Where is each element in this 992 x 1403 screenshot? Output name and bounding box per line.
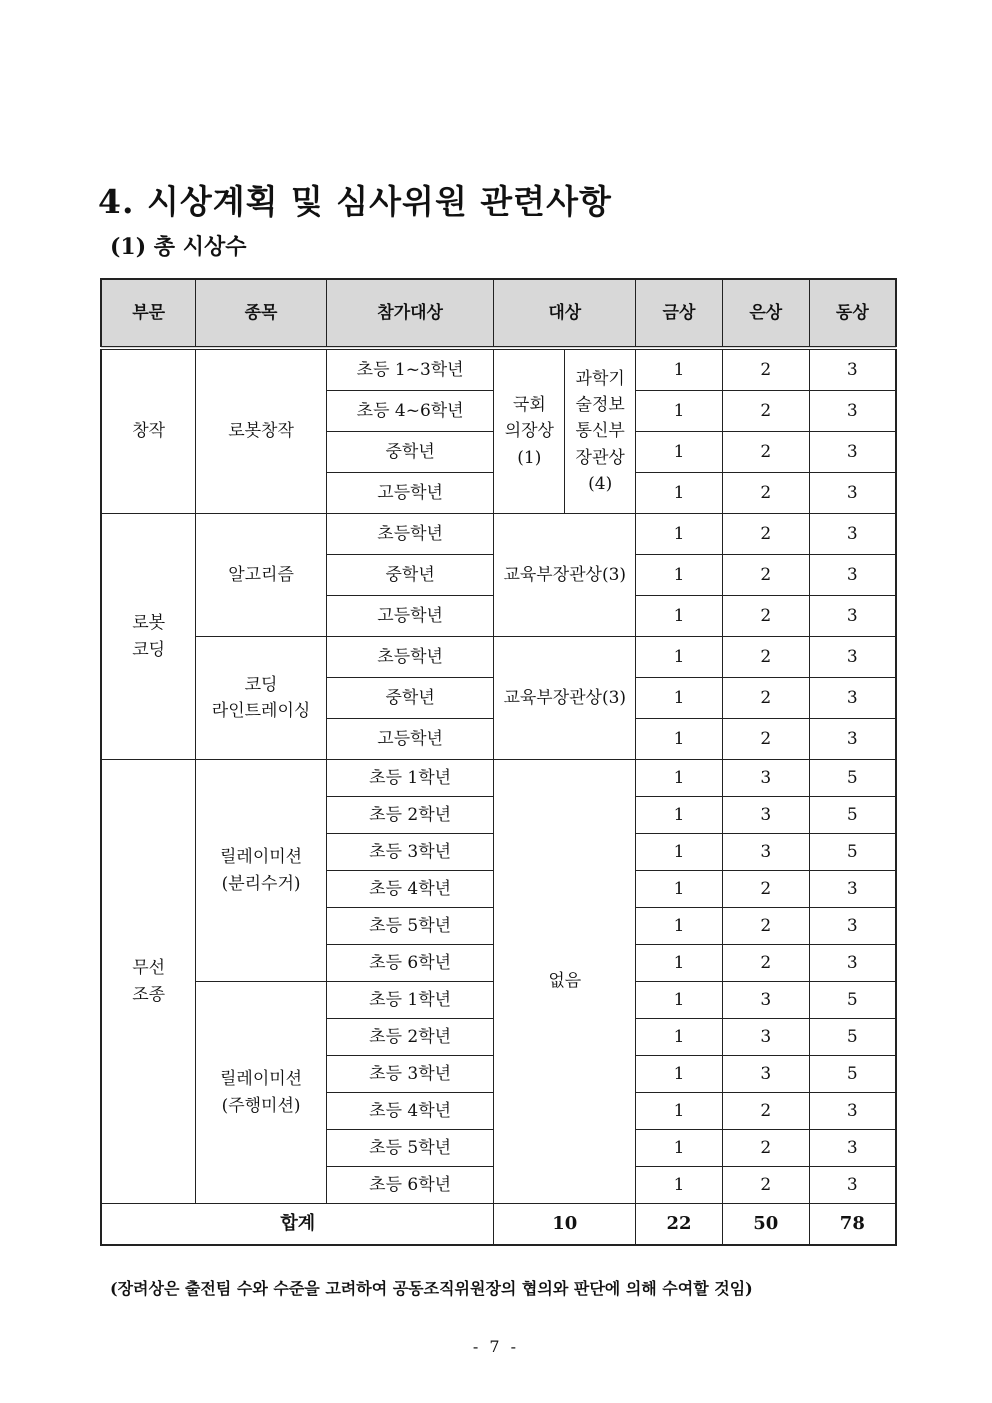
header-event: 종목 [196, 279, 327, 348]
gold-cell: 1 [636, 982, 723, 1019]
bronze-cell: 3 [809, 637, 896, 678]
silver-cell: 2 [722, 596, 809, 637]
event-cell: 로봇창작 [196, 348, 327, 514]
silver-cell: 3 [722, 797, 809, 834]
silver-cell: 2 [722, 391, 809, 432]
table-row [101, 637, 896, 678]
silver-cell: 2 [722, 637, 809, 678]
bronze-cell: 5 [809, 1056, 896, 1093]
participant-cell: 고등학년 [326, 473, 494, 514]
participant-cell: 고등학년 [326, 596, 494, 637]
gold-cell: 1 [636, 1093, 723, 1130]
participant-cell: 중학년 [326, 432, 494, 473]
gold-cell: 1 [636, 432, 723, 473]
section-title: 4. 시상계획 및 심사위원 관련사항 [98, 182, 612, 221]
total-gold: 22 [636, 1204, 723, 1246]
silver-cell: 2 [722, 908, 809, 945]
gold-cell: 1 [636, 1019, 723, 1056]
bronze-cell: 3 [809, 432, 896, 473]
header-participants: 참가대상 [326, 279, 494, 348]
participant-cell: 초등 5학년 [326, 1130, 494, 1167]
subsection-title: (1) 총 시상수 [110, 234, 247, 260]
bronze-cell: 5 [809, 1019, 896, 1056]
bronze-cell: 3 [809, 678, 896, 719]
bronze-cell: 3 [809, 1167, 896, 1204]
participant-cell: 초등 2학년 [326, 797, 494, 834]
header-grand: 대상 [494, 279, 636, 348]
division-cell: 로봇 코딩 [101, 514, 196, 760]
header-bronze: 동상 [809, 279, 896, 348]
participant-cell: 초등학년 [326, 637, 494, 678]
silver-cell: 2 [722, 555, 809, 596]
bronze-cell: 3 [809, 1093, 896, 1130]
event-cell: 코딩 라인트레이싱 [196, 637, 327, 760]
grand-prize-cell: 과학기 술정보 통신부 장관상 (4) [565, 348, 636, 514]
bronze-cell: 3 [809, 555, 896, 596]
gold-cell: 1 [636, 391, 723, 432]
bronze-cell: 5 [809, 834, 896, 871]
bronze-cell: 3 [809, 596, 896, 637]
total-bronze: 78 [809, 1204, 896, 1246]
silver-cell: 2 [722, 473, 809, 514]
gold-cell: 1 [636, 871, 723, 908]
participant-cell: 초등 4학년 [326, 1093, 494, 1130]
grand-prize-cell: 없음 [494, 760, 636, 1204]
bronze-cell: 3 [809, 391, 896, 432]
participant-cell: 초등 1학년 [326, 982, 494, 1019]
grand-prize-cell: 교육부장관상(3) [494, 637, 636, 760]
silver-cell: 2 [722, 871, 809, 908]
gold-cell: 1 [636, 637, 723, 678]
gold-cell: 1 [636, 1130, 723, 1167]
header-division: 부문 [101, 279, 196, 348]
gold-cell: 1 [636, 348, 723, 391]
gold-cell: 1 [636, 596, 723, 637]
participant-cell: 초등 1학년 [326, 760, 494, 797]
gold-cell: 1 [636, 719, 723, 760]
silver-cell: 3 [722, 760, 809, 797]
header-row [101, 279, 896, 348]
participant-cell: 초등 2학년 [326, 1019, 494, 1056]
gold-cell: 1 [636, 555, 723, 596]
bronze-cell: 5 [809, 760, 896, 797]
participant-cell: 초등학년 [326, 514, 494, 555]
participant-cell: 초등 6학년 [326, 1167, 494, 1204]
silver-cell: 3 [722, 982, 809, 1019]
bronze-cell: 3 [809, 719, 896, 760]
header-gold: 금상 [636, 279, 723, 348]
total-grand: 10 [494, 1204, 636, 1246]
total-silver: 50 [722, 1204, 809, 1246]
silver-cell: 2 [722, 432, 809, 473]
gold-cell: 1 [636, 1167, 723, 1204]
bronze-cell: 5 [809, 797, 896, 834]
bronze-cell: 3 [809, 348, 896, 391]
silver-cell: 2 [722, 719, 809, 760]
award-table [100, 278, 897, 1246]
event-cell: 알고리즘 [196, 514, 327, 637]
gold-cell: 1 [636, 908, 723, 945]
grand-prize-cell: 국회 의장상 (1) [494, 348, 565, 514]
bronze-cell: 3 [809, 514, 896, 555]
participant-cell: 초등 4~6학년 [326, 391, 494, 432]
silver-cell: 2 [722, 1130, 809, 1167]
gold-cell: 1 [636, 797, 723, 834]
header-silver: 은상 [722, 279, 809, 348]
event-cell: 릴레이미션 (분리수거) [196, 760, 327, 982]
gold-cell: 1 [636, 473, 723, 514]
participant-cell: 초등 6학년 [326, 945, 494, 982]
bronze-cell: 3 [809, 908, 896, 945]
gold-cell: 1 [636, 760, 723, 797]
total-row [101, 1204, 896, 1246]
participant-cell: 중학년 [326, 678, 494, 719]
silver-cell: 3 [722, 1019, 809, 1056]
table-row [101, 514, 896, 555]
silver-cell: 2 [722, 678, 809, 719]
silver-cell: 2 [722, 1093, 809, 1130]
silver-cell: 2 [722, 348, 809, 391]
silver-cell: 2 [722, 945, 809, 982]
division-cell: 창작 [101, 348, 196, 514]
gold-cell: 1 [636, 945, 723, 982]
bronze-cell: 3 [809, 1130, 896, 1167]
total-label: 합계 [101, 1204, 494, 1246]
silver-cell: 2 [722, 514, 809, 555]
bronze-cell: 3 [809, 871, 896, 908]
participant-cell: 초등 3학년 [326, 834, 494, 871]
footnote: (장려상은 출전팀 수와 수준을 고려하여 공동조직위원장의 협의와 판단에 의해 수여할 것임) [110, 1279, 753, 1298]
gold-cell: 1 [636, 1056, 723, 1093]
participant-cell: 중학년 [326, 555, 494, 596]
participant-cell: 초등 3학년 [326, 1056, 494, 1093]
participant-cell: 초등 4학년 [326, 871, 494, 908]
silver-cell: 3 [722, 1056, 809, 1093]
gold-cell: 1 [636, 834, 723, 871]
table-row [101, 348, 896, 391]
event-cell: 릴레이미션 (주행미션) [196, 982, 327, 1204]
participant-cell: 고등학년 [326, 719, 494, 760]
bronze-cell: 3 [809, 945, 896, 982]
gold-cell: 1 [636, 514, 723, 555]
page-number: - 7 - [472, 1337, 520, 1356]
bronze-cell: 5 [809, 982, 896, 1019]
silver-cell: 3 [722, 834, 809, 871]
division-cell: 무선 조종 [101, 760, 196, 1204]
silver-cell: 2 [722, 1167, 809, 1204]
grand-prize-cell: 교육부장관상(3) [494, 514, 636, 637]
participant-cell: 초등 1~3학년 [326, 348, 494, 391]
gold-cell: 1 [636, 678, 723, 719]
bronze-cell: 3 [809, 473, 896, 514]
table-row [101, 760, 896, 797]
participant-cell: 초등 5학년 [326, 908, 494, 945]
